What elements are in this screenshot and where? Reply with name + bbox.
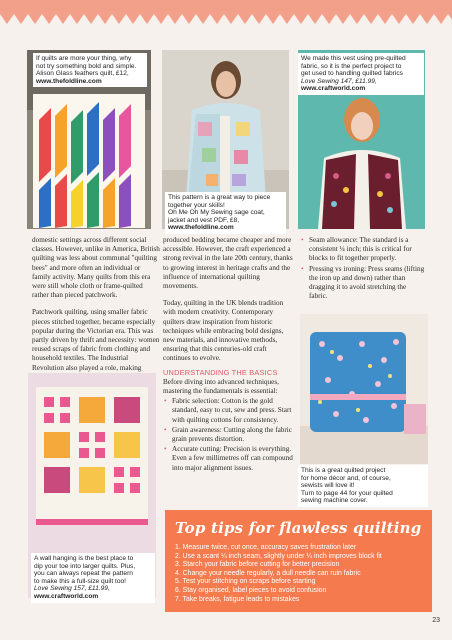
body-paragraph: Patchwork quilting, using smaller fabric pieces stitched together, became especially popular during the Victorian era. This was partly driven by thrift and necessity: women reused scraps of fabric from clothing and household textiles. The Industrial Revolution also played a role, making [32, 308, 160, 372]
body-paragraph: domestic settings across different social classes. However, unlike in America, British quilting was less about communal "quilting bees" and more often an individual or family activity. Many quilts from this era were still whole cloth or frame-quilted rather than pieced patchwork. [32, 236, 160, 300]
top-tips-box [165, 510, 432, 612]
quilt-caption [33, 53, 147, 87]
caption-line: for home décor and, of course, [301, 474, 391, 482]
basics-list-continued [300, 236, 426, 301]
caption-line: We made this vest using pre-quilted [301, 55, 406, 62]
caption-italic: Love Sewing 147, £11.99, [301, 77, 377, 85]
tip-item: 1. Measure twice, cut once, accuracy saves frustration later [175, 544, 357, 551]
caption-link[interactable]: www.craftworld.com [301, 85, 366, 93]
tip-item: 5. Test your stitching on scraps before starting [175, 578, 316, 586]
section-heading: UNDERSTANDING THE BASICS [163, 367, 278, 377]
caption-line: together your skills! [168, 201, 225, 209]
caption-line: Alison Glass feathers quilt, £12, [36, 70, 129, 78]
body-paragraph: produced bedding became cheaper and more accessible. However, the craft experienced a strong revival in the late 20th century, thanks to growing interest in heritage crafts and the influence of international quilting movements. [163, 236, 293, 291]
list-item: • Fabric selection: Cotton is the gold standard, easy to cut, sew and press. Start with quilting cottons for consistency. [163, 397, 295, 425]
body-paragraph: Today, quilting in the UK blends tradition with modern creativity. Contemporary quilters draw inspiration from historic techniques while embracing bold designs, new materials, and innovative methods, ensuring that this centuries-old craft continues to evolve. [163, 299, 284, 363]
caption-line: dip your toe into larger quilts. Plus, [34, 562, 136, 570]
machine-cover-photo [300, 314, 428, 464]
vest-caption [298, 53, 424, 95]
top-tips-list [175, 544, 382, 604]
caption-line: sewing machine cover. [301, 497, 368, 505]
tip-item: 4. Change your needle regularly, a dull needle can ruin fabric [175, 569, 361, 577]
tip-item: 7. Take breaks, fatigue leads to mistakes [175, 595, 300, 603]
caption-link[interactable]: www.craftworld.com [34, 592, 99, 600]
column-3 [300, 236, 426, 302]
caption-line: This pattern is a great way to piece [168, 194, 271, 201]
list-item: • Seam allowance: The standard is a consistent ¼ inch; this is critical for blocks to fit together properly. [300, 236, 426, 264]
tip-item: 2. Use a scant ¼ inch seam, slightly under ¼ inch improves block fit [175, 552, 382, 560]
caption-line: If quilts are more your thing, why [36, 55, 132, 62]
caption-line: jacket and vest PDF, £8, [168, 216, 240, 224]
tip-item: 6. Stay organised, label pieces to avoid confusion [175, 586, 327, 594]
caption-line: fabric, so it is the perfect project to [301, 62, 402, 70]
caption-line: This is a great quilted project [301, 467, 386, 474]
list-item: • Grain awareness: Cutting along the fabric grain prevents distortion. [163, 426, 295, 444]
wall-hanging-caption [31, 553, 155, 603]
machine-cover-caption [298, 465, 428, 507]
caption-line: A wall hanging is the best place to [34, 555, 134, 562]
basics-list [163, 397, 295, 473]
column-2 [163, 236, 295, 474]
caption-italic: Love Sewing 157, £11.99, [34, 585, 110, 593]
machine-cover-image [300, 314, 428, 464]
caption-link[interactable]: www.thefoldline.com [36, 77, 102, 85]
caption-line: Oh Me Oh My Sewing sage coat, [168, 209, 265, 217]
cardigan-caption [165, 192, 286, 234]
list-item: • Accurate cutting: Precision is everything. Even a few millimetres off can compound into major alignment issues. [163, 445, 295, 473]
body-paragraph: Before diving into advanced techniques, mastering the fundamentals is essential: [163, 377, 279, 396]
page-number: 23 [432, 617, 440, 624]
caption-line: sewists will love it! [301, 482, 355, 490]
caption-line: get used to handling quilted fabrics [301, 70, 403, 78]
zigzag-border [0, 0, 452, 28]
caption-line: you can always repeat the pattern [34, 570, 133, 578]
list-item: • Pressing vs ironing: Press seams (lifting the iron up and down) rather than dragging it to avoid stretching the fabric. [300, 265, 426, 302]
tip-item: 3. Starch your fabric before cutting for better precision [175, 561, 340, 569]
top-tips-title: Top tips for flawless quilting [175, 519, 422, 537]
caption-line: Turn to page 44 for your quilted [301, 489, 393, 497]
caption-link[interactable]: www.thefoldline.com [168, 224, 234, 232]
caption-line: to make this a full-size quilt too! [34, 577, 126, 585]
caption-line: not try something bold and simple. [36, 62, 137, 70]
